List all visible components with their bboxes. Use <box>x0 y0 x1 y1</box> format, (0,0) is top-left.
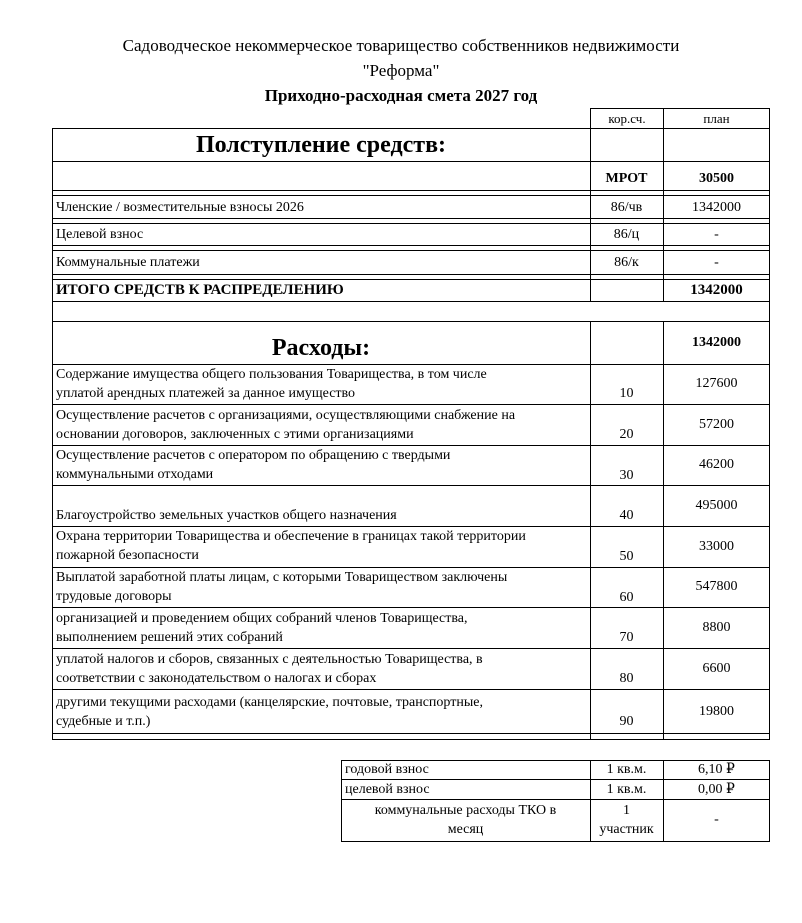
column-header-code-cell <box>590 108 664 129</box>
expense-row-plan: 19800 <box>699 704 734 719</box>
income-row-code: 86/к <box>614 255 639 270</box>
income-row-label: Членские / возместительные взносы 2026 <box>56 200 304 215</box>
column-header-code: кор.сч. <box>608 111 646 126</box>
expense-row-plan: 33000 <box>699 539 734 554</box>
expense-row-code: 90 <box>619 714 634 729</box>
divider <box>769 302 770 322</box>
expense-row-text-line1: Содержание имущества общего пользования Товарищества, в том числе <box>56 367 487 382</box>
expense-row-plan: 547800 <box>695 579 738 594</box>
income-row-plan: - <box>714 227 719 242</box>
expense-row-code: 80 <box>619 671 634 686</box>
expense-row-text-line2: Благоустройство земельных участков общего назначения <box>56 508 397 523</box>
column-header-plan-cell <box>663 108 770 129</box>
expense-row-text-line2: основании договоров, заключенных с этими организациями <box>56 427 414 442</box>
organization-name-line1: Садоводческое некоммерческое товарищество собственников недвижимости <box>122 36 680 55</box>
expense-row-text-line1: организацией и проведением общих собраний членов Товарищества, <box>56 611 468 626</box>
divider <box>52 190 770 191</box>
expense-row-text-line1: уплатой налогов и сборов, связанных с деятельностью Товарищества, в <box>56 652 483 667</box>
income-total-value: 1342000 <box>690 282 743 298</box>
divider <box>52 404 770 405</box>
expense-row-text-line2: выполнением решений этих собраний <box>56 630 283 645</box>
tko-unit-line2: участник <box>599 822 654 837</box>
fee-row-unit: 1 кв.м. <box>606 762 647 777</box>
tko-label-line1: коммунальные расходы ТКО в <box>374 803 557 818</box>
divider <box>52 733 770 734</box>
expense-row-text-line1: Осуществление расчетов с организациями, осуществляющими снабжение на <box>56 408 516 423</box>
divider <box>52 274 770 275</box>
divider <box>52 195 770 196</box>
expense-row-text-line1: Охрана территории Товарищества и обеспечение в границах такой территории <box>56 529 526 544</box>
tko-label-line2: месяц <box>447 822 484 837</box>
expense-row-plan: 57200 <box>699 417 734 432</box>
divider <box>52 607 770 608</box>
mrot-label: МРОТ <box>605 171 648 186</box>
expense-row-text-line1: Осуществление расчетов с оператором по обращению с твердыми <box>56 448 451 463</box>
expense-row-plan: 6600 <box>702 661 731 676</box>
fee-row-unit: 1 кв.м. <box>606 782 647 797</box>
income-row-plan: - <box>714 255 719 270</box>
fee-row-value: 6,10 ₽ <box>698 762 735 777</box>
tko-unit-line1: 1 <box>623 803 630 818</box>
expense-row-plan: 127600 <box>695 376 738 391</box>
tko-value: - <box>714 812 719 827</box>
expense-row-code: 30 <box>619 468 634 483</box>
income-heading: Полступление средств: <box>195 132 447 158</box>
fee-row-label: годовой взнос <box>345 762 429 777</box>
mrot-value: 30500 <box>699 171 734 186</box>
expense-row-code: 60 <box>619 590 634 605</box>
document-title: Приходно-расходная смета 2027 год <box>264 86 538 105</box>
expense-row-text-line1: другими текущими расходами (канцелярские, почтовые, транспортные, <box>56 695 483 710</box>
expense-row-text-line1: Выплатой заработной платы лицам, с которыми Товариществом заключены <box>56 570 508 585</box>
expense-row-code: 10 <box>619 386 634 401</box>
divider <box>52 648 770 649</box>
expense-row-plan: 495000 <box>695 498 738 513</box>
divider <box>52 250 770 251</box>
divider <box>52 161 770 162</box>
expense-row-code: 20 <box>619 427 634 442</box>
income-total-label: ИТОГО СРЕДСТВ К РАСПРЕДЕЛЕНИЮ <box>56 282 344 298</box>
income-row-code: 86/ц <box>613 227 640 242</box>
expense-row-text-line2: соответствии с законодательством о налогах и сборах <box>56 671 377 686</box>
divider <box>52 485 770 486</box>
income-row-code: 86/чв <box>610 200 643 215</box>
divider <box>52 689 770 690</box>
divider <box>341 799 770 800</box>
expense-row-text-line2: пожарной безопасности <box>56 548 199 563</box>
expenses-total-value: 1342000 <box>692 335 741 350</box>
income-row-plan: 1342000 <box>692 200 741 215</box>
divider <box>52 245 770 246</box>
expense-row-plan: 8800 <box>702 620 731 635</box>
column-header-plan: план <box>703 111 730 126</box>
expense-row-plan: 46200 <box>699 457 734 472</box>
income-row-label: Коммунальные платежи <box>56 255 200 270</box>
divider <box>52 218 770 219</box>
expense-row-code: 50 <box>619 549 634 564</box>
divider <box>52 223 770 224</box>
divider <box>52 279 770 280</box>
expense-row-text-line2: трудовые договоры <box>56 589 172 604</box>
expenses-heading: Расходы: <box>271 335 371 361</box>
fee-row-label: целевой взнос <box>345 782 430 797</box>
organization-name-line2: "Реформа" <box>362 61 440 80</box>
expense-row-text-line2: коммунальными отходами <box>56 467 214 482</box>
divider <box>52 302 53 322</box>
expense-row-text-line2: уплатой арендных платежей за данное имущество <box>56 386 356 401</box>
fee-row-value: 0,00 ₽ <box>698 782 735 797</box>
expense-row-text-line2: судебные и т.п.) <box>56 714 151 729</box>
income-row-label: Целевой взнос <box>56 227 144 242</box>
expense-row-code: 70 <box>619 630 634 645</box>
expense-row-code: 40 <box>619 508 634 523</box>
